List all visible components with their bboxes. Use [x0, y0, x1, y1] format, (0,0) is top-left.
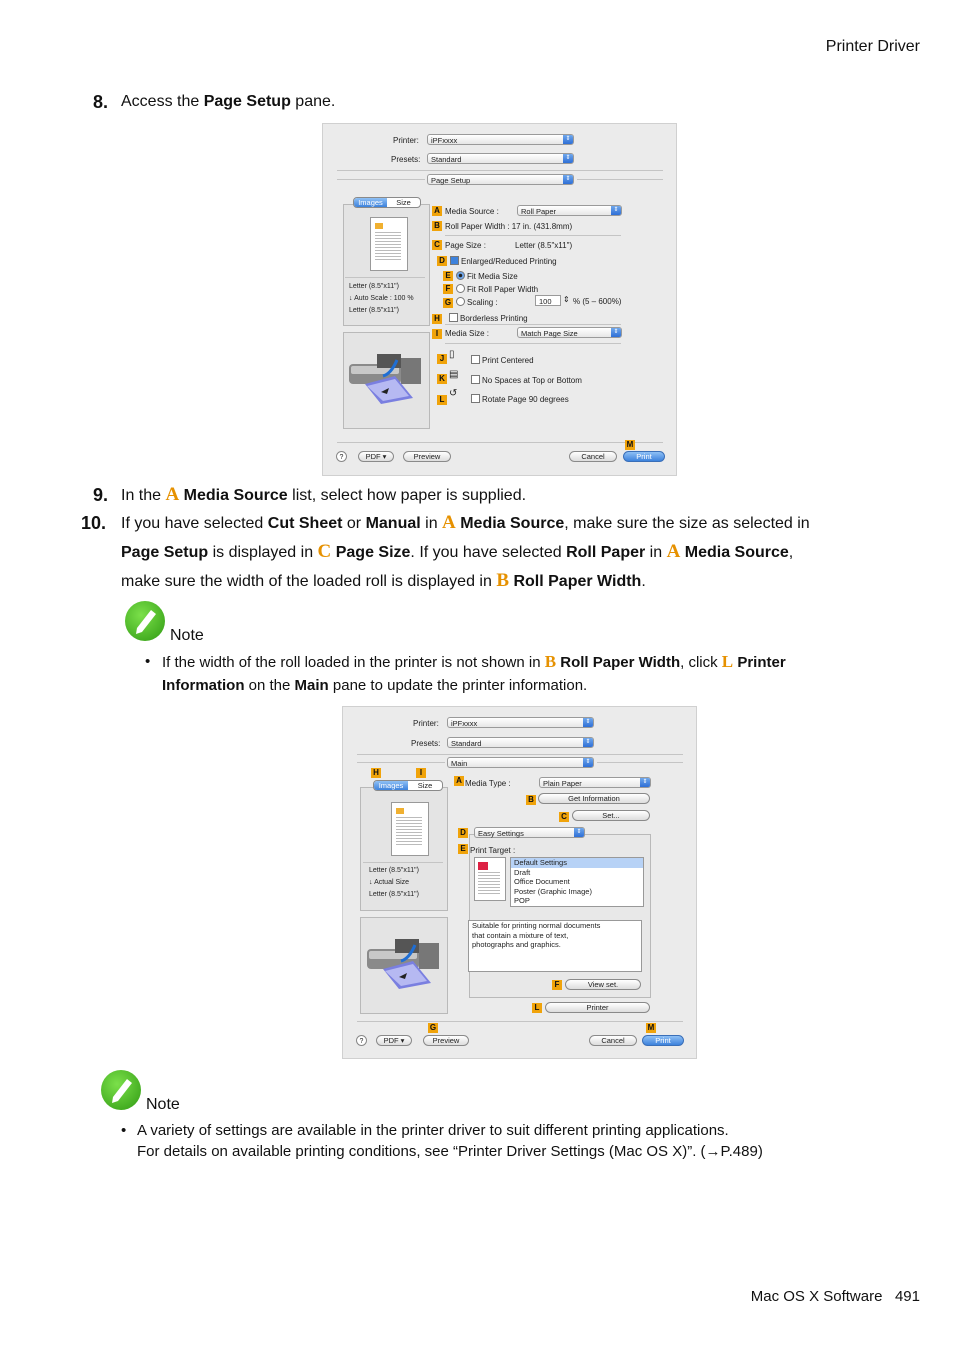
media-type-popup[interactable] — [539, 777, 651, 788]
note-2-bullet: • A variety of settings are available in the printer driver to suit different printing applications. For details on available printing conditions, see “Printer Driver Settings (Mac OS X)”. (→P.489) — [121, 1120, 901, 1162]
callout-g: G — [444, 298, 452, 307]
callout-f: F — [552, 980, 562, 990]
checkbox-icon[interactable] — [471, 375, 480, 384]
running-footer — [751, 1288, 920, 1305]
fit-media-label: Fit Media Size — [467, 272, 518, 281]
print-centered-checkbox[interactable] — [471, 355, 534, 365]
callout-b: B — [432, 221, 442, 231]
note-pencil-icon — [125, 601, 165, 641]
cancel-button[interactable]: Cancel — [569, 451, 617, 462]
preview-info-2 — [349, 295, 414, 302]
note-2-line-2: For details on available printing conditions, see “Printer Driver Settings (Mac OS X)”. (→P.489) — [137, 1143, 763, 1160]
description-line: photographs and graphics. — [472, 940, 561, 949]
arrow-down-icon: ↓ — [369, 879, 375, 886]
preview-info-1: Letter (8.5"x11") — [369, 867, 419, 874]
step-8 — [93, 88, 336, 116]
list-item[interactable]: Poster (Graphic Image) — [514, 886, 592, 896]
popup-arrow-icon: ⇕ — [640, 778, 650, 787]
callout-f: F — [443, 284, 453, 294]
preview-info-1: Letter (8.5"x11") — [349, 283, 399, 290]
step-10: 10. If you have selected Cut Sheet or Manual in A Media Source, make sure the size as selected in Page Setup is displayed in C Page Size. If you have selected Roll Paper in A Media Source, make sure the width of the loaded roll is displayed in B Roll Paper Width. — [121, 509, 901, 596]
preview-button[interactable]: Preview — [403, 451, 451, 462]
callout-i: I — [416, 768, 426, 778]
callout-d: D — [458, 828, 468, 838]
printer-info-button[interactable]: Printer — [545, 1002, 650, 1013]
checkbox-icon[interactable] — [471, 355, 480, 364]
pane-popup[interactable] — [447, 757, 594, 768]
step-text: In the — [121, 487, 166, 504]
popup-arrow-icon: ⇕ — [611, 328, 621, 337]
radio-on-icon[interactable] — [456, 271, 465, 280]
step-9 — [93, 481, 527, 510]
presets-popup[interactable] — [447, 737, 594, 748]
scaling-range: % (5 – 600%) — [573, 297, 622, 306]
printer-label: Printer: — [413, 719, 439, 728]
media-source-label: Media Source : — [445, 207, 499, 216]
note-label: Note — [146, 1096, 180, 1113]
step-bold: Media Source — [183, 487, 288, 504]
scaling-label: Scaling : — [467, 298, 498, 307]
print-target-label: Print Target : — [470, 846, 516, 855]
callout-a: A — [432, 206, 442, 216]
pdf-button[interactable]: PDF ▾ — [358, 451, 394, 462]
callout-e: E — [443, 271, 453, 281]
page-preview — [370, 217, 408, 271]
media-source-popup[interactable] — [517, 205, 622, 216]
presets-value: Standard — [451, 739, 482, 748]
media-size-label: Media Size : — [445, 329, 490, 338]
list-item[interactable]: Default Settings — [511, 858, 643, 868]
callout-a: A — [454, 776, 464, 786]
print-centered-label: Print Centered — [482, 356, 534, 365]
callout-h: H — [432, 314, 442, 324]
page-size-value: Letter (8.5"x11") — [515, 241, 573, 250]
page-preview — [391, 802, 429, 856]
presets-label: Presets: — [391, 155, 421, 164]
popup-arrow-icon: ⇕ — [563, 135, 573, 144]
printer-popup[interactable] — [447, 717, 594, 728]
callout-k: K — [437, 374, 447, 384]
presets-label: Presets: — [411, 739, 441, 748]
scaling-stepper-icon[interactable]: ⇕ — [563, 295, 570, 304]
printer-label: Printer: — [393, 136, 419, 145]
view-set-button[interactable]: View set. — [565, 979, 641, 990]
callout-c: C — [559, 812, 569, 822]
footer-section: Mac OS X Software — [750, 1288, 883, 1305]
fit-roll-radio[interactable] — [456, 284, 538, 294]
fit-media-radio[interactable] — [456, 271, 518, 281]
media-size-popup[interactable] — [517, 327, 622, 338]
get-information-button[interactable]: Get Information — [538, 793, 650, 804]
note-label: Note — [170, 627, 204, 644]
popup-arrow-icon: ⇕ — [583, 718, 593, 727]
list-item[interactable]: Office Document — [514, 877, 570, 886]
step-text: pane. — [290, 93, 336, 110]
callout-i: I — [432, 329, 442, 339]
callout-m: M — [647, 1023, 655, 1032]
presets-value: Standard — [431, 155, 462, 164]
printer-value: iPFxxxx — [451, 719, 478, 728]
pane-popup[interactable] — [427, 174, 574, 185]
set-button[interactable]: Set... — [572, 810, 650, 821]
preview-info-2-text: Auto Scale : 100 % — [354, 295, 414, 302]
step-text: Access the — [121, 93, 204, 110]
pane-value: Main — [451, 759, 468, 768]
description-line: that contain a mixture of text, — [472, 930, 569, 940]
enlarged-checkbox[interactable] — [450, 256, 557, 266]
scaling-radio[interactable] — [456, 297, 498, 307]
media-size-value: Match Page Size — [521, 329, 578, 338]
borderless-checkbox[interactable] — [449, 313, 528, 323]
checkbox-icon[interactable] — [471, 394, 480, 403]
running-header: Printer Driver — [825, 38, 920, 55]
list-item[interactable]: POP — [514, 896, 530, 905]
rotate-checkbox[interactable] — [471, 394, 569, 404]
pane-value: Page Setup — [431, 176, 471, 185]
checkbox-icon[interactable] — [449, 313, 458, 322]
cancel-button[interactable]: Cancel — [589, 1035, 637, 1046]
callout-l: L — [437, 395, 447, 405]
tab-images[interactable]: Images — [374, 781, 408, 790]
print-centered-icon: ▯ — [449, 349, 455, 360]
preview-tabs[interactable] — [353, 197, 421, 208]
step-number: 9. — [93, 485, 109, 505]
tab-size[interactable]: Size — [417, 781, 433, 790]
print-target-list[interactable] — [510, 857, 644, 907]
callout-b: B — [526, 795, 536, 805]
callout-d: D — [437, 256, 447, 266]
callout-j: J — [437, 354, 447, 364]
popup-arrow-icon: ⇕ — [563, 154, 573, 163]
radio-off-icon[interactable] — [456, 284, 465, 293]
main-dialog-screenshot — [342, 706, 697, 1059]
rotate-label: Rotate Page 90 degrees — [482, 395, 569, 404]
description-box — [468, 920, 642, 972]
printer-value: iPFxxxx — [431, 136, 458, 145]
easy-settings-popup[interactable] — [474, 827, 585, 838]
presets-popup[interactable] — [427, 153, 574, 164]
arrow-down-icon: ↓ — [349, 295, 355, 302]
printer-image-icon — [365, 931, 445, 991]
scaling-value: 100 — [539, 297, 552, 306]
media-type-value: Plain Paper — [543, 779, 582, 788]
help-button[interactable]: ? — [336, 451, 347, 462]
fit-roll-label: Fit Roll Paper Width — [467, 285, 539, 294]
callout-g: G — [429, 1023, 437, 1032]
media-type-label: Media Type : — [465, 779, 511, 788]
popup-arrow-icon: ⇕ — [583, 758, 593, 767]
print-button[interactable]: Print — [642, 1035, 684, 1046]
preview-info-3: Letter (8.5"x11") — [349, 307, 399, 314]
callout-l: L — [532, 1003, 542, 1013]
print-button[interactable]: Print — [623, 451, 665, 462]
popup-arrow-icon: ⇕ — [583, 738, 593, 747]
scaling-input[interactable] — [535, 295, 561, 306]
easy-settings-value: Easy Settings — [478, 829, 524, 838]
borderless-label: Borderless Printing — [460, 314, 528, 323]
roll-paper-width: Roll Paper Width : 17 in. (431.8mm) — [445, 222, 573, 231]
preview-info-2 — [369, 879, 409, 886]
description-line: Suitable for printing normal documents — [472, 921, 601, 930]
callout-h: H — [371, 768, 381, 778]
print-target-thumbnail — [474, 857, 506, 901]
page-setup-dialog-screenshot — [322, 123, 677, 476]
popup-arrow-icon: ⇕ — [563, 175, 573, 184]
tab-images[interactable]: Images — [354, 198, 387, 207]
page-size-label: Page Size : — [445, 241, 486, 250]
preview-tabs[interactable] — [373, 780, 443, 791]
note-1-bullet: • If the width of the roll loaded in the printer is not shown in B Roll Paper Width, click L Printer Information on the Main pane to update the printer information. — [145, 652, 786, 694]
help-button[interactable]: ? — [356, 1035, 367, 1046]
step-number: 8. — [93, 92, 109, 112]
rotate-icon: ↺ — [449, 388, 458, 399]
no-spaces-checkbox[interactable] — [471, 375, 582, 385]
no-spaces-icon: ▤ — [449, 369, 459, 380]
step-text: list, select how paper is supplied. — [287, 487, 527, 504]
tab-size[interactable]: Size — [396, 198, 411, 207]
callout-c: C — [432, 240, 442, 250]
list-item[interactable]: Draft — [514, 867, 531, 877]
enlarged-label: Enlarged/Reduced Printing — [461, 257, 557, 266]
pdf-button[interactable]: PDF ▾ — [376, 1035, 412, 1046]
page-number: 491 — [894, 1288, 920, 1305]
printer-popup[interactable] — [427, 134, 574, 145]
callout-m: M — [626, 440, 634, 449]
checkbox-checked-icon[interactable] — [450, 256, 459, 265]
preview-info-2-text: Actual Size — [374, 879, 410, 886]
callout-letter: A — [165, 484, 180, 505]
popup-arrow-icon: ⇕ — [574, 828, 584, 837]
no-spaces-label: No Spaces at Top or Bottom — [482, 376, 582, 385]
note-2-line-1: A variety of settings are available in the printer driver to suit different printing applications. — [137, 1122, 729, 1139]
preview-button[interactable]: Preview — [423, 1035, 469, 1046]
media-source-value: Roll Paper — [521, 207, 557, 216]
step-number: 10. — [81, 513, 107, 533]
step-bold: Page Setup — [203, 93, 291, 110]
callout-e: E — [458, 844, 468, 854]
printer-image-icon — [347, 346, 427, 406]
radio-off-icon[interactable] — [456, 297, 465, 306]
preview-info-3: Letter (8.5"x11") — [369, 891, 419, 898]
popup-arrow-icon: ⇕ — [611, 206, 621, 215]
note-pencil-icon — [101, 1070, 141, 1110]
